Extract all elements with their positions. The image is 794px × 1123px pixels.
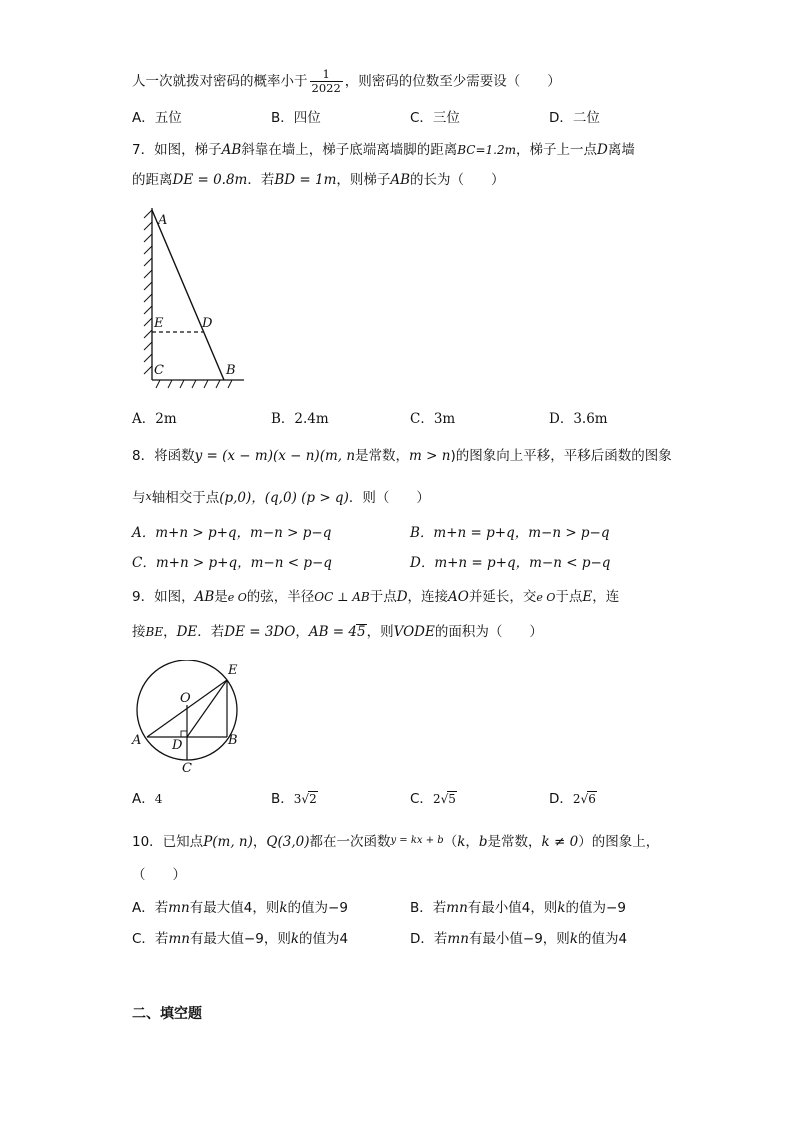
- q6-stem: 人一次就拨对密码的概率小于 $\frac{1}{2022}$ ，则密码的位数至少需要设（ ）: [132, 67, 561, 95]
- q10-stem-line1: 10．已知点P(m, n)，Q(3,0)都在一次函数$^{y = kx + b}$（k，b是常数，k ≠ 0）的图象上，: [132, 834, 660, 850]
- circle-figure: [128, 660, 246, 776]
- label-a: A: [132, 733, 142, 748]
- q8-stem-line1: 8．将函数y = (x − m)(x − n)(m, n是常数，m > n)的图象向上平移，平移后函数的图象: [132, 448, 672, 464]
- label-e: E: [228, 663, 238, 678]
- q10-option-d: D．若mn有最小值−9，则k的值为4: [410, 931, 628, 947]
- probability-fraction: $\frac{1}{2022}$: [311, 67, 341, 95]
- q10-option-c: C．若mn有最大值−9，则k的值为4: [132, 931, 349, 947]
- ladder-figure: [138, 202, 250, 394]
- q10-stem-line2: （ ）: [132, 867, 186, 883]
- q6-option-c: C．三位: [410, 110, 460, 126]
- q10-option-b: B．若mn有最小值4，则k的值为−9: [410, 900, 626, 916]
- q7-option-d: D．3.6m: [549, 411, 608, 427]
- ladder-ab: [152, 210, 224, 380]
- q9-option-b: B．3√2: [271, 791, 317, 807]
- q9-stem-line1: 9．如图，AB是e O的弦，半径OC ⊥ AB于点D，连接AO并延长，交e O于点E，连: [132, 589, 620, 605]
- q6-option-a: A．五位: [132, 110, 182, 126]
- label-b: B: [226, 363, 236, 378]
- q8-option-c: C．m+n > p+q，m−n < p−q: [132, 555, 332, 571]
- label-e: E: [154, 316, 164, 331]
- right-angle-mark: [181, 731, 187, 737]
- q7-stem-line2: 的距离DE = 0.8m．若BD = 1m，则梯子AB的长为（ ）: [132, 172, 505, 188]
- q8-option-b: B．m+n = p+q，m−n > p−q: [410, 525, 610, 541]
- label-o: O: [180, 691, 191, 706]
- section-heading-fill-in: 二、填空题: [132, 1006, 202, 1022]
- q7-option-a: A．2m: [132, 411, 177, 427]
- label-d: D: [202, 316, 213, 331]
- q6-option-b: B．四位: [271, 110, 321, 126]
- segment-de: [187, 680, 227, 737]
- wall-hatching: [144, 210, 152, 374]
- q8-stem-line2: 与x轴相交于点(p,0)，(q,0) (p > q)．则（ ）: [132, 490, 430, 506]
- label-b: B: [228, 733, 238, 748]
- q9-option-d: D．2√6: [549, 791, 596, 807]
- q9-option-c: C．2√5: [410, 791, 456, 807]
- ground-hatching: [156, 380, 232, 388]
- q9-stem-line2: 接BE，DE．若DE = 3DO，AB = 45，则VODE的面积为（ ）: [132, 624, 543, 640]
- q7-stem-line1: 7．如图，梯子AB斜靠在墙上，梯子底端离墙脚的距离BC=1.2m，梯子上一点D离墙: [132, 142, 635, 158]
- label-a: A: [158, 213, 168, 228]
- q8-option-d: D．m+n = p+q，m−n < p−q: [410, 555, 611, 571]
- q7-option-b: B．2.4m: [271, 411, 329, 427]
- q10-option-a: A．若mn有最大值4，则k的值为−9: [132, 900, 348, 916]
- q6-option-d: D．二位: [549, 110, 600, 126]
- label-c: C: [154, 363, 164, 378]
- q7-option-c: C．3m: [410, 411, 456, 427]
- label-d: D: [172, 738, 183, 753]
- label-c: C: [182, 761, 192, 776]
- q8-option-a: A．m+n > p+q，m−n > p−q: [132, 525, 332, 541]
- q9-option-a: A．4: [132, 791, 163, 807]
